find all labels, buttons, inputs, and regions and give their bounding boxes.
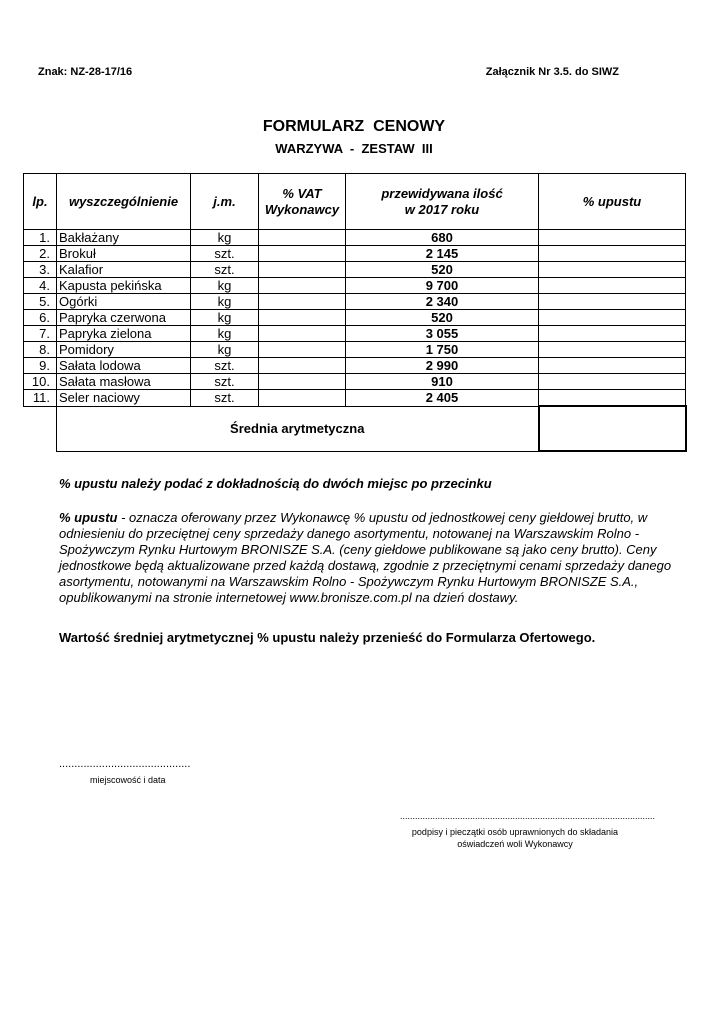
item-quantity: 910 [346,374,539,390]
column-header-lp: lp. [24,174,57,230]
column-header-discount: % upustu [539,174,686,230]
discount-definition [59,510,679,606]
item-quantity: 3 055 [346,326,539,342]
table-row [24,310,686,326]
item-unit: kg [191,326,259,342]
item-unit: kg [191,342,259,358]
vat-header-line1: % VAT [282,185,322,201]
place-date-label: miejscowość i data [90,775,166,785]
signature-line: ...................................................................................................... [400,811,656,821]
item-name: Sałata masłowa [57,374,191,390]
table-row [24,230,686,246]
vat-input-cell[interactable] [259,374,346,390]
item-unit: szt. [191,390,259,407]
row-number: 3. [24,262,57,278]
item-unit: szt. [191,246,259,262]
item-quantity: 1 750 [346,342,539,358]
item-quantity: 680 [346,230,539,246]
column-header-vat [259,174,346,230]
transfer-note: Wartość średniej arytmetycznej % upustu należy przenieść do Formularza Ofertowego. [59,630,596,645]
table-header-row [24,174,686,230]
definition-term: % upustu [59,510,118,525]
item-name: Ogórki [57,294,191,310]
item-name: Seler naciowy [57,390,191,407]
item-quantity: 9 700 [346,278,539,294]
item-name: Pomidory [57,342,191,358]
vat-input-cell[interactable] [259,294,346,310]
discount-input-cell[interactable] [539,374,686,390]
discount-input-cell[interactable] [539,294,686,310]
vat-input-cell[interactable] [259,278,346,294]
item-unit: kg [191,310,259,326]
signature-label-line1: podpisy i pieczątki osób uprawnionych do składania [411,827,619,837]
item-name: Bakłażany [57,230,191,246]
vat-input-cell[interactable] [259,358,346,374]
average-label: Średnia arytmetyczna [57,406,539,451]
discount-input-cell[interactable] [539,326,686,342]
vat-header-line2: Wykonawcy [264,201,340,217]
item-name: Kalafior [57,262,191,278]
item-name: Kapusta pekińska [57,278,191,294]
table-row [24,374,686,390]
row-number: 9. [24,358,57,374]
item-quantity: 2 990 [346,358,539,374]
item-unit: kg [191,230,259,246]
discount-input-cell[interactable] [539,278,686,294]
table-row [24,326,686,342]
item-quantity: 520 [346,262,539,278]
quantity-header-line2: w 2017 roku [404,201,480,217]
row-number: 2. [24,246,57,262]
row-number: 11. [24,390,57,407]
vat-input-cell[interactable] [259,390,346,407]
item-name: Papryka zielona [57,326,191,342]
item-unit: szt. [191,374,259,390]
item-quantity: 2 340 [346,294,539,310]
table-row [24,262,686,278]
discount-input-cell[interactable] [539,262,686,278]
vat-input-cell[interactable] [259,326,346,342]
discount-input-cell[interactable] [539,310,686,326]
item-name: Papryka czerwona [57,310,191,326]
item-name: Brokuł [57,246,191,262]
discount-input-cell[interactable] [539,342,686,358]
row-number: 5. [24,294,57,310]
item-unit: szt. [191,262,259,278]
form-title: FORMULARZ CENOWY [262,118,446,135]
document-reference: Znak: NZ-28-17/16 [38,66,133,78]
row-number: 6. [24,310,57,326]
table-row [24,358,686,374]
vat-input-cell[interactable] [259,230,346,246]
discount-input-cell[interactable] [539,246,686,262]
item-unit: kg [191,278,259,294]
table-row [24,390,686,407]
form-subtitle: WARZYWA - ZESTAW III [275,141,433,156]
annex-label: Załącznik Nr 3.5. do SIWZ [485,66,619,78]
row-number: 4. [24,278,57,294]
quantity-header-line1: przewidywana ilość [381,185,503,201]
average-discount-input[interactable] [539,406,686,451]
average-row [24,406,686,451]
place-date-line: ........................................... [59,758,191,770]
item-quantity: 2 405 [346,390,539,407]
column-header-unit: j.m. [191,174,259,230]
discount-input-cell[interactable] [539,390,686,407]
row-number: 10. [24,374,57,390]
vat-input-cell[interactable] [259,310,346,326]
column-header-item: wyszczególnienie [57,174,191,230]
discount-input-cell[interactable] [539,230,686,246]
table-row [24,246,686,262]
row-number: 8. [24,342,57,358]
column-header-quantity [346,174,539,230]
signature-label-line2: oświadczeń woli Wykonawcy [457,839,573,849]
precision-note: % upustu należy podać z dokładnością do dwóch miejsc po przecinku [59,476,492,491]
table-row [24,278,686,294]
item-unit: szt. [191,358,259,374]
item-unit: kg [191,294,259,310]
vat-input-cell[interactable] [259,262,346,278]
definition-text: - oznacza oferowany przez Wykonawcę % upustu od jednostkowej ceny giełdowej brutto, w odniesieniu do przeciętnej ceny sprzedaży danego asortymentu, notowanej na Warszawskim Rolno - Spożywczym Rynku Hurtowym BRONISZE S.A. (ceny giełdowe publikowane są jako ceny brutto). Ceny jednostkowe będą aktualizowane przed każdą dostawą, zgodnie z przeciętnymi cenami sprzedaży danego asortymentu, notowanymi na Warszawskim Rolno - Spożywczym Rynku Hurtowym BRONISZE S.A., opublikowanymi na stronie internetowej www.bronisze.com.pl na dzień dostawy. [59,510,672,605]
price-table [23,173,687,452]
table-row [24,342,686,358]
row-number: 7. [24,326,57,342]
average-row-spacer [24,406,57,451]
item-name: Sałata lodowa [57,358,191,374]
discount-input-cell[interactable] [539,358,686,374]
vat-input-cell[interactable] [259,342,346,358]
row-number: 1. [24,230,57,246]
table-row [24,294,686,310]
vat-input-cell[interactable] [259,246,346,262]
item-quantity: 2 145 [346,246,539,262]
item-quantity: 520 [346,310,539,326]
